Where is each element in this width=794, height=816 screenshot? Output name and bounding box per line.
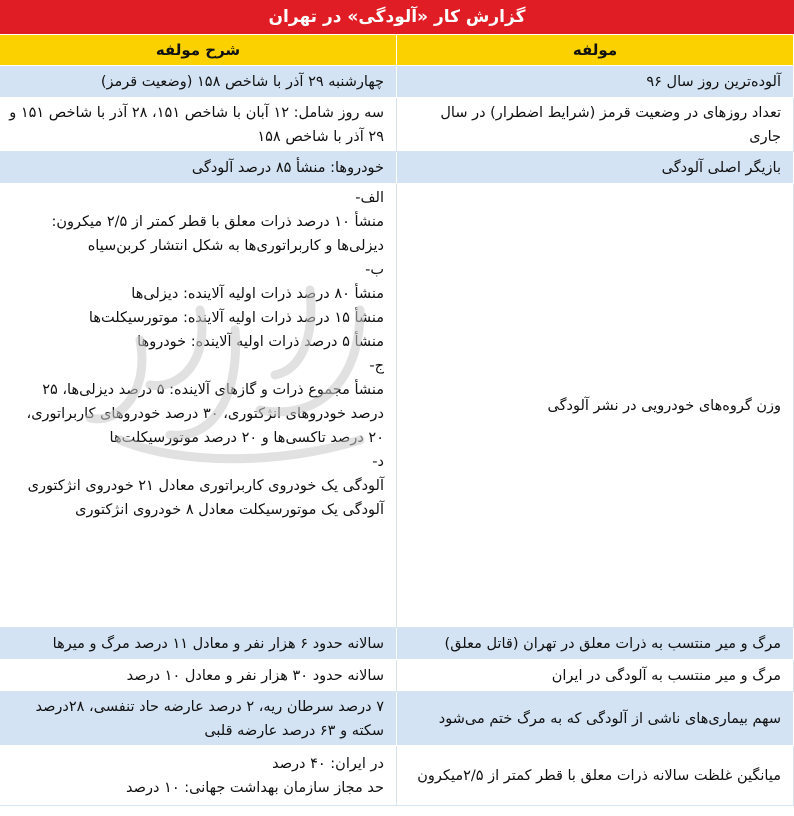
table-header-row xyxy=(0,35,794,66)
description-cell xyxy=(0,184,397,628)
component-cell xyxy=(397,628,794,660)
description-line: در ایران: ۴۰ درصد xyxy=(272,755,384,772)
description-cell xyxy=(0,692,397,746)
description-line: د- xyxy=(372,454,384,470)
description-cell xyxy=(0,66,397,98)
component-cell xyxy=(397,152,794,184)
description-line: ج- xyxy=(369,358,384,374)
component-cell xyxy=(397,66,794,98)
component-text: تعداد روزهای در وضعیت قرمز (شرایط اضطرار) در سال جاری xyxy=(440,104,781,145)
description-line: منشأ مجموع ذرات و گازهای آلاینده: ۵ درصد دیزلی‌ها، ۲۵ درصد خودروهای انژکتوری، ۳۰ درصد خودروهای کاربراتوری، ۲۰ درصد تاکسی‌ها و ۲۰ درصد موتورسیکلت‌ها xyxy=(26,382,384,446)
description-line: منشأ ۵ درصد ذرات اولیه آلاینده: خودروها xyxy=(137,334,384,350)
report-title: گزارش کار «آلودگی» در تهران xyxy=(0,0,794,34)
component-text: مرگ و میر منتسب به ذرات معلق در تهران (قاتل معلق) xyxy=(444,635,781,652)
description-text: چهارشنبه ۲۹ آذر با شاخص ۱۵۸ (وضعیت قرمز) xyxy=(100,73,384,90)
description-line: الف- xyxy=(355,190,384,206)
description-text: ۷ درصد سرطان ریه، ۲ درصد عارضه حاد تنفسی، ۲۸درصد سکته و ۶۳ درصد عارضه قلبی xyxy=(35,698,384,739)
description-text: سالانه حدود ۳۰ هزار نفر و معادل ۱۰ درصد xyxy=(126,667,384,684)
component-text: بازیگر اصلی آلودگی xyxy=(661,159,781,176)
description-line: حد مجاز سازمان بهداشت جهانی: ۱۰ درصد xyxy=(126,779,384,796)
description-line: آلودگی یک موتورسیکلت معادل ۸ خودروی انژکتوری xyxy=(75,502,384,518)
table-row xyxy=(0,152,794,184)
description-cell xyxy=(0,628,397,660)
description-cell xyxy=(0,746,397,806)
table-row xyxy=(0,66,794,98)
component-text: آلوده‌ترین روز سال ۹۶ xyxy=(646,73,781,90)
description-line: منشأ ۱۵ درصد ذرات اولیه آلاینده: موتورسیکلت‌ها xyxy=(88,310,384,326)
description-text: خودروها: منشأ ۸۵ درصد آلودگی xyxy=(191,159,384,176)
component-text: میانگین غلظت سالانه ذرات معلق با قطر کمتر از ۲/۵میکرون xyxy=(417,767,781,784)
component-text: وزن گروه‌های خودرویی در نشر آلودگی xyxy=(547,397,781,414)
table-row xyxy=(0,660,794,692)
description-text: سالانه حدود ۶ هزار نفر و معادل ۱۱ درصد مرگ و میرها xyxy=(52,635,384,652)
component-text: سهم بیماری‌های ناشی از آلودگی که به مرگ ختم می‌شود xyxy=(438,710,781,727)
description-line: منشأ ۱۰ درصد ذرات معلق با قطر کمتر از ۲/۵ میکرون: دیزلی‌ها و کاربراتوری‌ها به شکل انتشار کربن‌سیاه xyxy=(51,214,384,254)
description-cell xyxy=(0,152,397,184)
description-cell xyxy=(0,660,397,692)
column-header-component: مولفه xyxy=(397,35,794,66)
table-row xyxy=(0,692,794,746)
component-cell xyxy=(397,184,794,628)
description-cell xyxy=(0,98,397,152)
component-text: مرگ و میر منتسب به آلودگی در ایران xyxy=(551,667,781,684)
table-row xyxy=(0,628,794,660)
component-cell xyxy=(397,98,794,152)
description-line: ب- xyxy=(365,262,384,278)
description-line: آلودگی یک خودروی کاربراتوری معادل ۲۱ خودروی انژکتوری xyxy=(27,478,384,494)
table-row xyxy=(0,98,794,152)
component-cell xyxy=(397,692,794,746)
description-line: منشأ ۸۰ درصد ذرات اولیه آلاینده: دیزلی‌ها xyxy=(131,286,384,302)
component-cell xyxy=(397,746,794,806)
table-row xyxy=(0,746,794,806)
column-header-description: شرح مولفه xyxy=(0,35,397,66)
table-row xyxy=(0,184,794,628)
description-text: سه روز شامل: ۱۲ آبان با شاخص ۱۵۱، ۲۸ آذر با شاخص ۱۵۱ و ۲۹ آذر با شاخص ۱۵۸ xyxy=(9,104,384,145)
report-table xyxy=(0,34,794,806)
component-cell xyxy=(397,660,794,692)
